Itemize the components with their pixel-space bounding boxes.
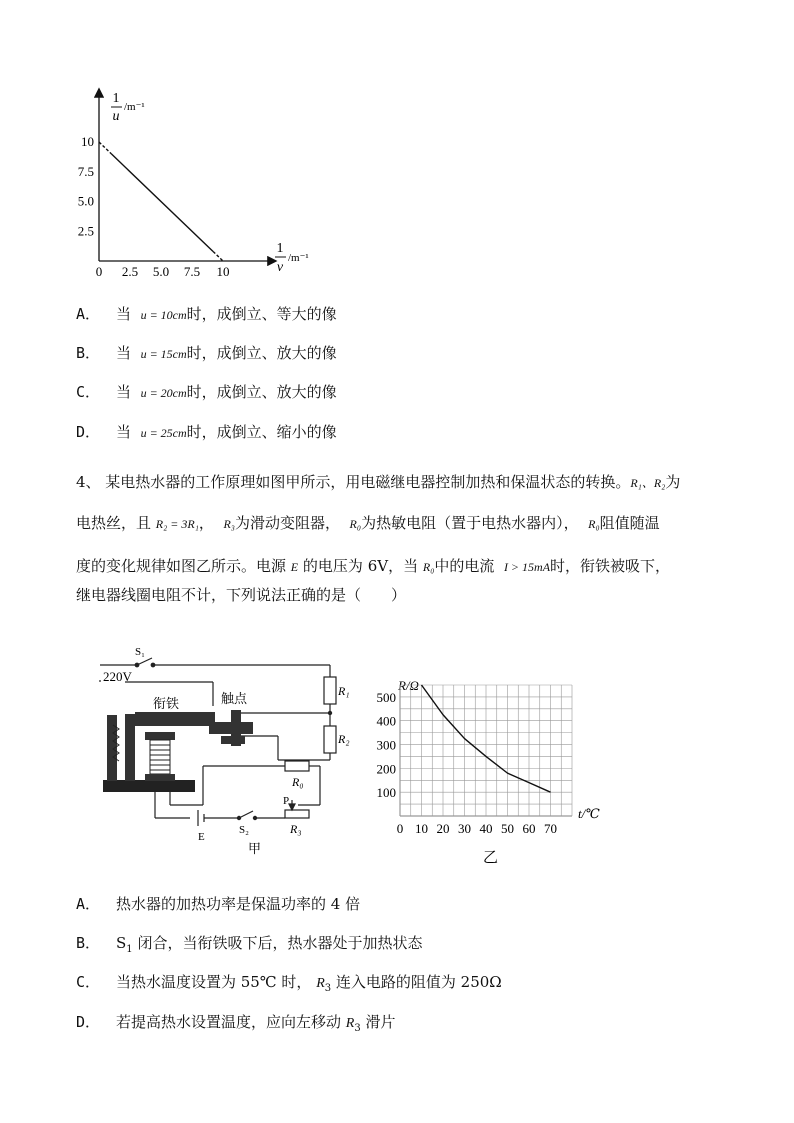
x-label-num: 1	[276, 241, 284, 256]
x-tick-label: 40	[479, 821, 493, 836]
y-tick-label: 5.0	[77, 193, 94, 209]
y-label-num: 1	[112, 91, 120, 106]
q4-option-c[interactable]: C． 当热水温度设置为 55℃ 时， $R_3$ 连入电路的阻值为 250Ω	[76, 973, 502, 994]
label-r3: R₃	[290, 822, 302, 836]
x-tick-label: 60	[522, 821, 536, 836]
chart2-ylabel: R/Ω	[398, 678, 419, 693]
caption-yi: 乙	[483, 848, 499, 866]
label-s2: S₂	[239, 824, 249, 836]
x-tick-label: 50	[501, 821, 514, 836]
x-tick-label: 7.5	[183, 264, 201, 279]
x-tick-label: 2.5	[121, 264, 139, 279]
y-tick-label: 400	[376, 713, 396, 729]
label-r0: R₀	[292, 775, 304, 789]
caption-jia: 甲	[248, 842, 262, 857]
q4-option-a[interactable]: A． 热水器的加热功率是保温功率的 4 倍	[76, 895, 361, 913]
label-e: E	[198, 831, 205, 843]
series-line-solid	[111, 154, 213, 252]
label-220v: 220V	[103, 669, 132, 684]
x-tick-label: 10	[216, 264, 230, 279]
q4-option-b[interactable]: B． $S_1$ 闭合，当衔铁吸下后，热水器处于加热状态	[76, 934, 423, 955]
y-tick-label: 7.5	[77, 163, 94, 179]
y-label-den: u	[112, 109, 120, 124]
label-contact: 触点	[221, 692, 248, 707]
series-line-dashed	[213, 251, 223, 261]
lens-graph	[70, 80, 330, 285]
q4-stem-line3: 度的变化规律如图乙所示。电源 E 的电压为 6V，当 R₀中的电流 I > 15mA时，衔铁被吸下，	[76, 557, 671, 575]
armature	[135, 712, 215, 726]
x-tick-label: 10	[415, 821, 428, 836]
y-tick-label: 100	[376, 785, 396, 801]
y-tick-label: 300	[376, 737, 396, 753]
chart2-xlabel: t/℃	[578, 806, 600, 821]
q3-option-a[interactable]: A． 当 u = 10cm时，成倒立、等大的像	[76, 305, 337, 323]
x-label-den: v	[276, 260, 284, 275]
y-tick-label: 2.5	[77, 223, 94, 239]
x-tick-label: 5.0	[152, 264, 170, 279]
q4-stem-line2: 电热丝，且 R₂ = 3R₁， R₃为滑动变阻器， R₀为热敏电阻（置于电热水器内）， R₀阻值随温	[76, 514, 660, 532]
label-r2: R₂	[338, 732, 350, 746]
q3-option-b[interactable]: B． 当 u = 15cm时，成倒立、放大的像	[76, 344, 337, 362]
q4-stem-line1: 4、 某电热水器的工作原理如图甲所示，用电磁继电器控制加热和保温状态的转换。R₁、R₂为	[76, 473, 681, 491]
label-s1: S₁	[135, 646, 145, 658]
y-label-unit: /m⁻¹	[124, 101, 145, 113]
relay-base	[103, 780, 195, 792]
series-line-dashed	[99, 142, 111, 154]
x-label-unit: /m⁻¹	[288, 252, 309, 264]
resistance-temperature-graph	[360, 668, 610, 868]
circuit-diagram	[95, 640, 360, 860]
x-tick-label: 30	[458, 821, 471, 836]
q4-stem-line4: 继电器线圈电阻不计，下列说法正确的是（ ）	[76, 586, 407, 604]
y-tick-label: 10	[81, 134, 94, 149]
x-tick-label: 0	[396, 821, 404, 836]
x-tick-label: 20	[436, 821, 450, 836]
y-tick-label: 200	[376, 761, 396, 777]
label-armature: 衔铁	[153, 697, 180, 712]
label-p: P	[283, 795, 290, 807]
q3-option-d[interactable]: D． 当 u = 25cm时，成倒立、缩小的像	[76, 423, 337, 441]
x-tick-label: 0	[95, 264, 103, 279]
x-tick-label: 70	[544, 821, 557, 836]
label-r1: R₁	[338, 684, 350, 698]
q3-option-c[interactable]: C． 当 u = 20cm时，成倒立、放大的像	[76, 383, 337, 401]
y-tick-label: 500	[376, 689, 396, 705]
q4-option-d[interactable]: D． 若提高热水设置温度，应向左移动 $R_3$ 滑片	[76, 1013, 396, 1034]
